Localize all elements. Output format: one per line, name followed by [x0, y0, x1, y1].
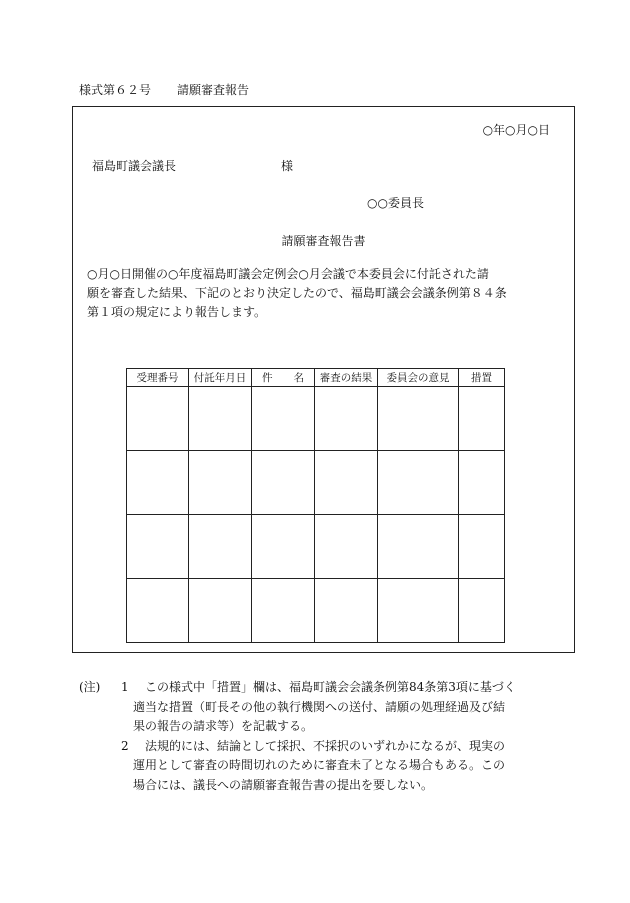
report-frame: [72, 106, 575, 653]
table-cell: [127, 579, 189, 643]
report-date: ○年○月○日: [482, 123, 550, 137]
table-cell: [378, 451, 459, 515]
body-text: [87, 265, 557, 322]
note-line: 運用として審査の時間切れのために審査未了となる場合もある。この: [133, 758, 506, 772]
table-cell: [189, 515, 252, 579]
table-cell: [252, 579, 315, 643]
table-cell: [378, 579, 459, 643]
body-line: 願を審査した結果、下記のとおり決定したので、福島町議会会議条例第８４条: [87, 286, 507, 300]
column-header-measures: 措置: [459, 369, 505, 387]
note-line: この様式中「措置」欄は、福島町議会会議条例第84条第3項に基づく: [145, 680, 516, 694]
table-cell: [378, 387, 459, 451]
table-cell: [315, 387, 378, 451]
body-line: 第１項の規定により報告します。: [87, 305, 267, 319]
table-cell: [127, 515, 189, 579]
table-cell: [315, 515, 378, 579]
column-header-receipt-number: 受理番号: [127, 369, 189, 387]
form-name: 請願審査報告: [177, 83, 250, 97]
sender: ○○委員長: [367, 196, 424, 210]
note-line: 場合には、議長への請願審査報告書の提出を要しない。: [133, 777, 434, 792]
column-header-result: 審査の結果: [315, 369, 378, 387]
table-row: [127, 579, 505, 643]
column-header-subject: 件 名: [252, 369, 315, 387]
note-mark: (注): [79, 680, 101, 694]
table-cell: [252, 515, 315, 579]
note-line: 果の報告の請求等）を記載する。: [133, 719, 314, 733]
note-line: 適当な措置（町長その他の執行機関への送付、請願の処理経過及び結: [133, 699, 506, 714]
table-cell: [459, 387, 505, 451]
report-table: [126, 368, 505, 643]
table-cell: [459, 515, 505, 579]
table-cell: [127, 451, 189, 515]
table-row: [127, 387, 505, 451]
form-number: 様式第６２号: [79, 83, 152, 97]
table-cell: [378, 515, 459, 579]
column-header-committee-opinion: 委員会の意見: [378, 369, 459, 387]
note-number: 1: [121, 680, 129, 694]
table-cell: [315, 579, 378, 643]
table-cell: [315, 451, 378, 515]
table-row: [127, 451, 505, 515]
honorific: 様: [281, 159, 294, 173]
column-header-referral-date: 付託年月日: [189, 369, 252, 387]
body-line: ○月○日開催の○年度福島町議会定例会○月会議で本委員会に付託された請: [87, 267, 489, 281]
table-cell: [189, 387, 252, 451]
table-cell: [189, 451, 252, 515]
table-cell: [459, 451, 505, 515]
table-cell: [252, 387, 315, 451]
addressee: 福島町議会議長: [92, 159, 177, 173]
table-row: [127, 515, 505, 579]
table-cell: [459, 579, 505, 643]
table-cell: [189, 579, 252, 643]
note-number: 2: [121, 738, 129, 753]
table-header-row: [127, 369, 505, 387]
table-cell: [252, 451, 315, 515]
table-cell: [127, 387, 189, 451]
note-line: 法規的には、結論として採択、不採択のいずれかになるが、現実の: [145, 738, 506, 753]
document-title: 請願審査報告書: [281, 234, 366, 248]
form-label: [79, 81, 249, 98]
